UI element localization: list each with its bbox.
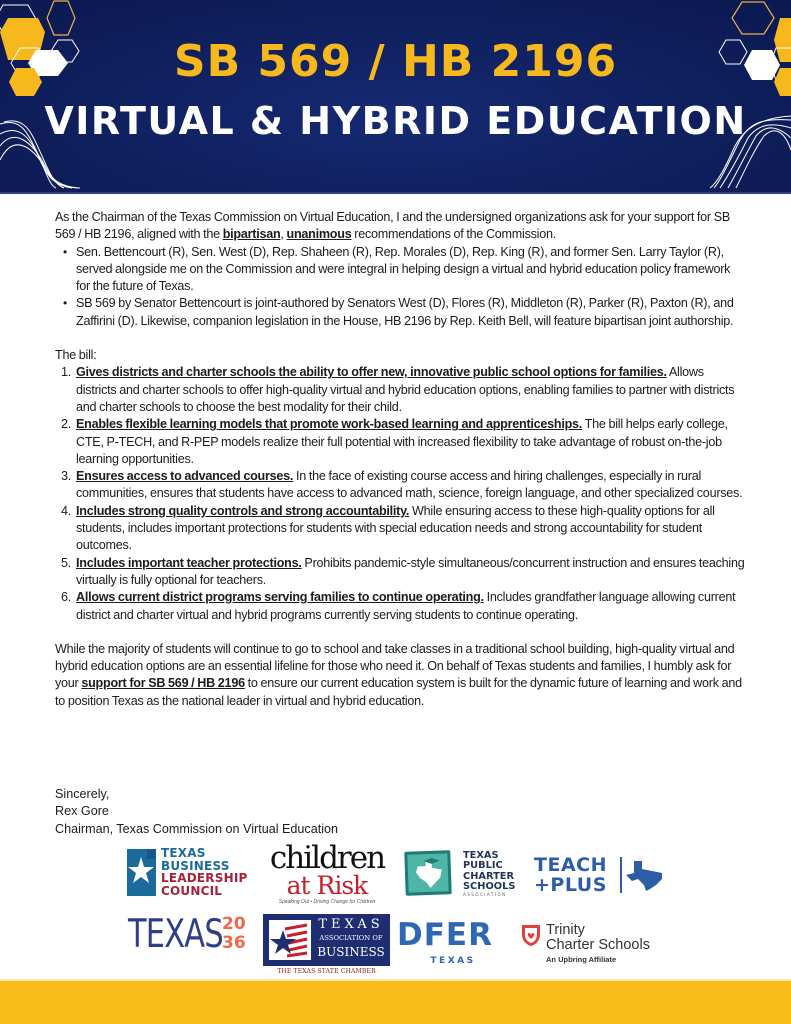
item-number: 5. [61,555,72,570]
signature-block [55,786,555,838]
tpcs-line: TEXAS [463,850,499,861]
item-heading: Ensures access to advanced courses. [76,469,294,484]
logo-texas-association-of-business [263,914,392,978]
tpcs-line: PUBLIC [463,860,503,872]
car-line2: at Risk [286,871,368,900]
intro-separator: , [280,227,287,242]
tpcs-association: ASSOCIATION [463,892,507,898]
item-number: 2. [61,417,72,432]
closing-paragraph [55,641,745,710]
logo-texas-public-charter-schools [405,849,520,903]
year-top: 20 [222,914,246,934]
bill-label: The bill: [55,348,97,363]
texas-graduation-cap-icon [404,850,452,896]
shield-heart-icon [521,923,541,947]
item-body: Includes grandfather language allowing current district and charter virtual and hybrid programs currently serving students to continue operating. [76,590,736,622]
signer-title: Chairman, Texas Commission on Virtual Education [55,821,339,836]
page-title: VIRTUAL & HYBRID EDUCATION [44,99,747,143]
tab-line3: BUSINESS [317,945,385,959]
banner-divider [0,192,791,194]
emphasis-bipartisan: bipartisan [222,227,281,242]
emphasis-support: support for SB 569 / HB 2196 [81,676,245,691]
commission-bullets [55,244,745,330]
texas-2036-year [222,915,246,953]
texas-2036-word: TEXAS [128,912,223,957]
item-number: 4. [61,503,72,518]
tab-tagline: THE TEXAS STATE CHAMBER [277,968,376,975]
car-tagline: Speaking Out • Driving Change for Children [278,899,376,905]
emphasis-unanimous: unanimous [286,227,352,242]
tpcs-wordmark [463,851,515,898]
texas-star-icon [127,849,156,896]
item-body: Allows districts and charter schools to offer high-quality virtual and hybrid education options, enabling families to partner with districts and charter schools to choose the best modality for their child. [76,365,735,414]
salutation: Sincerely, [55,787,110,801]
bill-item [55,589,745,624]
item-number: 3. [61,469,72,484]
item-number: 1. [61,365,72,380]
logo-teach-plus [534,855,666,899]
logo-children-at-risk [262,840,392,909]
intro-paragraph [55,209,745,244]
logo-texas-2036 [128,912,253,962]
logo-dfer-texas [397,918,509,973]
closing-text-end: to ensure our current education system is built for the dynamic future of learning and work and to position Texas as the national leader in virtual and hybrid education. [55,676,742,708]
bill-item [55,503,745,555]
bill-item [55,416,745,468]
tpcs-line: CHARTER [463,870,514,882]
footer-band [0,981,791,1024]
star-flag-icon [269,920,311,960]
item-heading: Allows current district programs serving families to continue operating. [76,590,484,605]
dfer-sub: TEXAS [430,956,476,966]
bill-item [55,364,745,416]
list-item: • SB 569 by Senator Bettencourt is joint-authored by Senators West (D), Flores (R), Middleton (R), Parker (R), Paxton (R), and Zaffirini (D). Likewise, companion legislation in the House, HB 2196 by Rep. Keith Bell, will feature bipartisan joint authorship. [55,295,745,330]
bill-number-title: SB 569 / HB 2196 [173,36,618,87]
texas-map-icon [626,861,664,891]
bill-item [55,555,745,590]
item-heading: Includes strong quality controls and strong accountability. [76,503,410,518]
plus-line: +PLUS [534,874,607,896]
year-bottom: 36 [222,933,246,953]
trinity-line3: An Upbring Affiliate [546,955,617,964]
car-line1: children [269,840,385,876]
hexagon-decoration-left-icon [0,0,120,194]
header-banner [0,0,791,194]
teach-line: TEACH [534,854,607,876]
list-item: • Sen. Bettencourt (R), Sen. West (D), Rep. Shaheen (R), Rep. Morales (D), Rep. King (R), and former Sen. Larry Taylor (R), served alongside me on the Commission and were integral in helping design a virtual and hybrid education policy framework for the future of Texas. [55,244,745,296]
logo-texas-business-leadership-council [127,847,252,899]
tab-line2: ASSOCIATION OF [319,934,383,942]
logo-trinity-charter-schools [521,923,671,969]
tab-line1: TEXAS [318,917,384,932]
item-number: 6. [61,590,72,605]
bill-provisions-list [55,364,745,623]
supporter-logos [0,840,791,978]
hexagon-decoration-right-icon [680,0,791,194]
tblc-line: TEXAS [161,846,206,860]
tpcs-line: SCHOOLS [463,880,516,892]
teach-plus-wordmark [534,855,607,895]
closing-text: While the majority of students will continue to go to school and take classes in a traditional school building, high-quality virtual and hybrid education options are an essential lifeline for those who need it. On behalf of Texas students and families, I humbly ask for your [55,641,735,691]
letter-body [55,209,745,710]
intro-text: As the Chairman of the Texas Commission on Virtual Education, I and the undersigned organizations ask for your support for SB 569 / HB 2196, aligned with the [55,210,731,242]
trinity-line1: Trinity [546,922,585,938]
tblc-wordmark [161,847,247,897]
tblc-line: BUSINESS [161,858,230,873]
item-body: While ensuring access to these high-quality options for all students, includes important protections for students with special education needs and strong accountability for student outcomes. [76,503,715,553]
item-body: The bill helps early college, CTE, P-TECH, and R-PEP models realize their full potential with increased flexibility to take advantage of robust on-the-job learning opportunities. [76,417,728,466]
tab-box [263,914,390,966]
signer-name: Rex Gore [55,804,109,819]
trinity-line2: Charter Schools [546,937,650,953]
item-heading: Gives districts and charter schools the ability to offer new, innovative public school options for families. [76,365,667,380]
intro-text-end: recommendations of the Commission. [351,227,556,242]
item-body: Prohibits pandemic-style simultaneous/concurrent instruction and ensures teaching virtually is fully optional for teachers. [76,555,745,587]
teach-plus-divider [620,857,622,893]
bill-item [55,468,745,503]
item-heading: Enables flexible learning models that promote work-based learning and apprenticeships. [76,417,583,432]
tblc-line: COUNCIL [161,883,223,898]
tblc-line: LEADERSHIP [161,871,248,885]
item-heading: Includes important teacher protections. [76,555,302,570]
item-body: In the face of existing course access and hiring challenges, especially in rural communities, ensures that students have access to advanced math, science, foreign language, and other specialized courses. [76,469,743,501]
dfer-word: DFER [397,917,493,953]
